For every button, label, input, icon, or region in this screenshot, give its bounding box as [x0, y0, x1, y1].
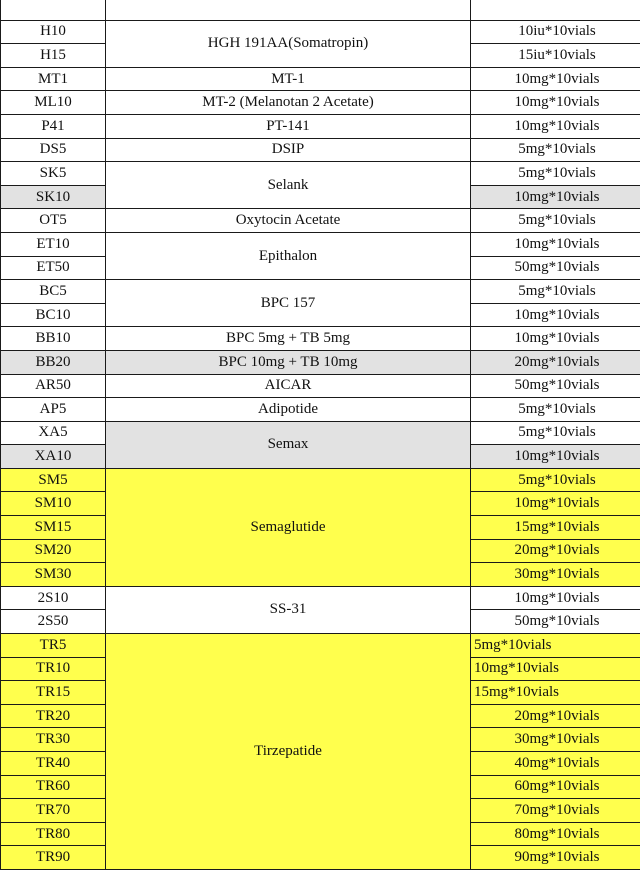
table-row [1, 114, 640, 138]
product-name-cell: Tirzepatide [106, 634, 471, 870]
product-code-cell: TR60 [1, 775, 106, 799]
product-spec-cell: 10mg*10vials [471, 91, 640, 115]
product-name-cell: Semax [106, 421, 471, 468]
product-spec-cell: 10mg*10vials [471, 67, 640, 91]
product-code-cell: OT5 [1, 209, 106, 233]
product-code-cell: AR50 [1, 374, 106, 398]
table-row [1, 0, 640, 20]
product-spec-cell: 50mg*10vials [471, 374, 640, 398]
product-code-cell: XA10 [1, 445, 106, 469]
product-spec-cell: 10mg*10vials [471, 232, 640, 256]
product-name-cell: BPC 157 [106, 280, 471, 327]
product-spec-cell: 5mg*10vials [471, 634, 640, 658]
product-code-cell: SM5 [1, 468, 106, 492]
product-name-cell: Epithalon [106, 232, 471, 279]
product-spec-cell: 40mg*10vials [471, 752, 640, 776]
product-spec-cell: 10mg*10vials [471, 114, 640, 138]
table-row [1, 20, 640, 44]
product-code-cell: BB20 [1, 350, 106, 374]
product-name-cell: HGH 191AA(Somatropin) [106, 20, 471, 67]
product-code-cell: XA5 [1, 421, 106, 445]
product-name-cell: MT-1 [106, 67, 471, 91]
product-code-cell [1, 0, 106, 20]
product-code-cell: ET10 [1, 232, 106, 256]
table-row [1, 421, 640, 445]
product-name-cell: PT-141 [106, 114, 471, 138]
product-name-cell [106, 0, 471, 20]
product-name-cell: Selank [106, 162, 471, 209]
product-code-cell: SK5 [1, 162, 106, 186]
product-spec-cell: 10mg*10vials [471, 185, 640, 209]
product-name-cell: BPC 5mg + TB 5mg [106, 327, 471, 351]
product-code-cell: TR10 [1, 657, 106, 681]
product-code-cell: MT1 [1, 67, 106, 91]
product-code-cell: BC10 [1, 303, 106, 327]
product-spec-cell: 5mg*10vials [471, 280, 640, 304]
product-spec-cell: 10mg*10vials [471, 657, 640, 681]
table-row [1, 280, 640, 304]
product-code-cell: BB10 [1, 327, 106, 351]
product-code-cell: 2S50 [1, 610, 106, 634]
product-code-cell: H10 [1, 20, 106, 44]
table-row [1, 209, 640, 233]
table-row [1, 468, 640, 492]
product-code-cell: P41 [1, 114, 106, 138]
product-code-cell: TR40 [1, 752, 106, 776]
table-row [1, 232, 640, 256]
table-row [1, 374, 640, 398]
product-spec-cell [471, 0, 640, 20]
product-code-cell: ET50 [1, 256, 106, 280]
product-spec-cell: 30mg*10vials [471, 728, 640, 752]
product-spec-cell: 90mg*10vials [471, 846, 640, 870]
product-name-cell: SS-31 [106, 586, 471, 633]
product-spec-cell: 15mg*10vials [471, 516, 640, 540]
product-code-cell: TR15 [1, 681, 106, 705]
product-spec-cell: 10mg*10vials [471, 327, 640, 351]
product-spec-cell: 30mg*10vials [471, 563, 640, 587]
product-spec-cell: 10iu*10vials [471, 20, 640, 44]
product-code-cell: SM10 [1, 492, 106, 516]
product-name-cell: MT-2 (Melanotan 2 Acetate) [106, 91, 471, 115]
product-spec-cell: 50mg*10vials [471, 610, 640, 634]
table-row [1, 350, 640, 374]
table-row [1, 67, 640, 91]
product-code-cell: TR20 [1, 704, 106, 728]
product-code-cell: SM30 [1, 563, 106, 587]
product-spec-cell: 5mg*10vials [471, 398, 640, 422]
table-row [1, 327, 640, 351]
product-code-cell: SK10 [1, 185, 106, 209]
product-code-cell: AP5 [1, 398, 106, 422]
product-spec-cell: 15mg*10vials [471, 681, 640, 705]
product-spec-cell: 70mg*10vials [471, 799, 640, 823]
product-code-cell: TR30 [1, 728, 106, 752]
product-name-cell: AICAR [106, 374, 471, 398]
product-spec-cell: 10mg*10vials [471, 492, 640, 516]
product-code-cell: DS5 [1, 138, 106, 162]
product-spec-cell: 5mg*10vials [471, 421, 640, 445]
product-code-cell: H15 [1, 44, 106, 68]
product-code-cell: TR5 [1, 634, 106, 658]
product-code-cell: TR90 [1, 846, 106, 870]
table-body [1, 0, 640, 869]
product-spec-cell: 5mg*10vials [471, 162, 640, 186]
table-row [1, 586, 640, 610]
product-name-cell: BPC 10mg + TB 10mg [106, 350, 471, 374]
product-spec-cell: 50mg*10vials [471, 256, 640, 280]
product-spec-cell: 60mg*10vials [471, 775, 640, 799]
product-spec-cell: 80mg*10vials [471, 822, 640, 846]
product-code-cell: TR70 [1, 799, 106, 823]
product-code-cell: SM15 [1, 516, 106, 540]
product-code-cell: ML10 [1, 91, 106, 115]
product-code-cell: 2S10 [1, 586, 106, 610]
product-spec-cell: 5mg*10vials [471, 468, 640, 492]
product-spec-cell: 10mg*10vials [471, 586, 640, 610]
product-spec-cell: 20mg*10vials [471, 350, 640, 374]
product-name-cell: Adipotide [106, 398, 471, 422]
product-code-cell: TR80 [1, 822, 106, 846]
table-row [1, 398, 640, 422]
product-spec-cell: 10mg*10vials [471, 445, 640, 469]
product-spec-cell: 5mg*10vials [471, 209, 640, 233]
product-name-cell: DSIP [106, 138, 471, 162]
table-row [1, 634, 640, 658]
product-code-cell: BC5 [1, 280, 106, 304]
product-spec-cell: 20mg*10vials [471, 539, 640, 563]
product-name-cell: Semaglutide [106, 468, 471, 586]
product-spec-cell: 5mg*10vials [471, 138, 640, 162]
table-row [1, 91, 640, 115]
product-spec-cell: 15iu*10vials [471, 44, 640, 68]
table-row [1, 162, 640, 186]
product-code-cell: SM20 [1, 539, 106, 563]
product-spec-cell: 10mg*10vials [471, 303, 640, 327]
table-row [1, 138, 640, 162]
product-name-cell: Oxytocin Acetate [106, 209, 471, 233]
product-spec-cell: 20mg*10vials [471, 704, 640, 728]
